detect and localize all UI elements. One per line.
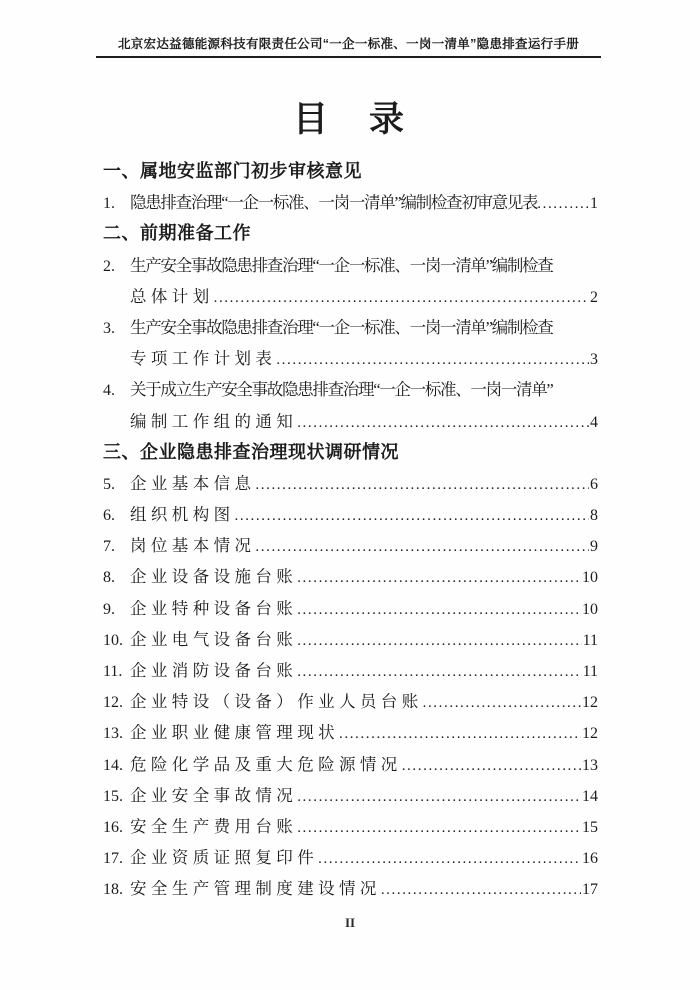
toc-entry-title-line1: 生产安全事故隐患排查治理“一企一标准、一岗一清单”编制检查 — [130, 255, 553, 275]
toc-section-heading-3: 三、企业隐患排查治理现状调研情况 — [103, 441, 399, 462]
toc-entry-page: 1 — [590, 195, 598, 213]
toc-entry-title: 企业基本信息 — [130, 473, 256, 493]
toc-entry-page: 11 — [582, 663, 598, 680]
toc-entry-title-line2: 编制工作组的通知 — [130, 411, 298, 431]
toc-entry-page: 13 — [582, 756, 598, 774]
dot-leader — [423, 686, 581, 719]
toc-entry-page: 14 — [582, 787, 598, 805]
toc-entry-page: 6 — [590, 475, 598, 493]
toc-entry-title: 企业资质证照复印件 — [130, 848, 319, 868]
toc-entry-8[interactable] — [103, 561, 598, 592]
toc-entry-12[interactable] — [103, 686, 598, 717]
toc-entry-14[interactable] — [103, 749, 598, 780]
toc-entry-page: 12 — [582, 725, 598, 743]
toc-entry-title: 组织机构图 — [130, 505, 235, 525]
toc-entry-title: 企业消防设备台账 — [130, 661, 298, 680]
toc-entry-title: 安全生产管理制度建设情况 — [130, 879, 381, 899]
toc-entry-9[interactable] — [103, 593, 598, 624]
toc-entry-number: 3. — [103, 319, 115, 337]
toc-entry-title: 危险化学品及重大危险源情况 — [130, 754, 402, 774]
toc-entry-page: 10 — [582, 569, 598, 587]
toc-entry-page: 15 — [582, 818, 598, 836]
toc-entry-title: 岗位基本情况 — [130, 536, 256, 556]
toc-entry-number: 16. — [103, 818, 123, 836]
toc-entry-11[interactable] — [103, 655, 598, 686]
table-of-contents — [103, 156, 598, 905]
toc-entry-15[interactable] — [103, 780, 598, 811]
dot-leader — [297, 780, 581, 813]
header-title: 北京宏达益德能源科技有限责任公司“一企一标准、一岗一清单”隐患排查运行手册 — [117, 37, 580, 51]
toc-entry-title-line1: 关于成立生产安全事故隐患排查治理“一企一标准、一岗一清单” — [130, 380, 553, 400]
toc-title: 目 录 — [292, 100, 407, 139]
toc-entry-number: 8. — [103, 569, 115, 587]
dot-leader — [402, 749, 581, 782]
toc-entry-title: 隐患排查治理“一企一标准、一岗一清单”编制检查初审意见表 — [130, 193, 538, 213]
toc-entry-title-line1: 生产安全事故隐患排查治理“一企一标准、一岗一清单”编制检查 — [130, 317, 553, 337]
toc-entry-number: 12. — [103, 694, 123, 712]
dot-leader — [537, 187, 589, 220]
toc-entry-13[interactable] — [103, 717, 598, 748]
dot-leader — [255, 530, 589, 563]
toc-entry-title-line2: 总体计划 — [130, 286, 214, 306]
dot-leader — [297, 593, 581, 626]
toc-entry-number: 14. — [103, 756, 123, 774]
toc-section-heading-2: 二、前期准备工作 — [103, 223, 251, 244]
toc-entry-number: 4. — [103, 382, 115, 400]
dot-leader — [297, 406, 589, 439]
toc-entry-title-line2: 专项工作计划表 — [130, 349, 277, 369]
toc-entry-title: 企业职业健康管理现状 — [130, 723, 339, 743]
toc-entry-10[interactable] — [103, 624, 598, 655]
toc-entry-page: 12 — [582, 694, 598, 712]
toc-entry-number: 18. — [103, 881, 123, 899]
toc-entry-page: 16 — [582, 850, 598, 868]
toc-entry-title: 企业设备设施台账 — [130, 567, 298, 587]
toc-entry-number: 15. — [103, 787, 123, 805]
toc-entry-number: 11. — [103, 663, 123, 680]
toc-entry-1[interactable] — [103, 187, 598, 218]
toc-entry-page: 3 — [590, 351, 598, 369]
dot-leader — [276, 343, 589, 376]
toc-entry-title: 企业特种设备台账 — [130, 598, 298, 618]
page-number: II — [344, 915, 356, 930]
toc-entry-number: 6. — [103, 507, 115, 525]
toc-section-heading-1: 一、属地安监部门初步审核意见 — [103, 161, 362, 181]
toc-entry-page: 17 — [582, 881, 598, 899]
toc-entry-page: 11 — [582, 631, 598, 649]
toc-entry-page: 2 — [590, 288, 598, 306]
dot-leader — [235, 499, 590, 532]
toc-entry-title: 企业安全事故情况 — [130, 785, 298, 805]
toc-entry-number: 13. — [103, 725, 123, 743]
toc-entry-page: 10 — [582, 600, 598, 618]
dot-leader — [297, 655, 581, 688]
toc-entry-2[interactable] — [103, 250, 598, 312]
toc-entry-16[interactable] — [103, 811, 598, 842]
dot-leader — [214, 281, 589, 314]
toc-entry-number: 7. — [103, 538, 115, 556]
toc-entry-3[interactable] — [103, 312, 598, 374]
toc-entry-17[interactable] — [103, 842, 598, 873]
dot-leader — [297, 811, 581, 844]
toc-entry-number: 1. — [103, 195, 115, 213]
toc-entry-number: 17. — [103, 850, 123, 868]
page-footer — [0, 915, 700, 931]
toc-entry-7[interactable] — [103, 530, 598, 561]
toc-entry-5[interactable] — [103, 468, 598, 499]
toc-entry-number: 9. — [103, 600, 115, 618]
toc-entry-title: 企业特设（设备）作业人员台账 — [130, 692, 423, 712]
toc-entry-4[interactable] — [103, 374, 598, 436]
dot-leader — [255, 468, 589, 501]
toc-entry-number: 2. — [103, 257, 115, 275]
toc-entry-title: 企业电气设备台账 — [130, 629, 298, 649]
toc-entry-page: 8 — [590, 507, 598, 525]
dot-leader — [381, 873, 581, 906]
toc-entry-number: 10. — [103, 631, 123, 649]
toc-entry-page: 4 — [590, 413, 598, 431]
toc-entry-page: 9 — [590, 538, 598, 556]
dot-leader — [297, 624, 581, 657]
dot-leader — [318, 842, 581, 875]
toc-entry-6[interactable] — [103, 499, 598, 530]
toc-entry-18[interactable] — [103, 873, 598, 904]
page-header — [96, 37, 601, 58]
dot-leader — [297, 561, 581, 594]
dot-leader — [339, 717, 581, 750]
toc-entry-number: 5. — [103, 475, 115, 493]
toc-entry-title: 安全生产费用台账 — [130, 816, 298, 836]
